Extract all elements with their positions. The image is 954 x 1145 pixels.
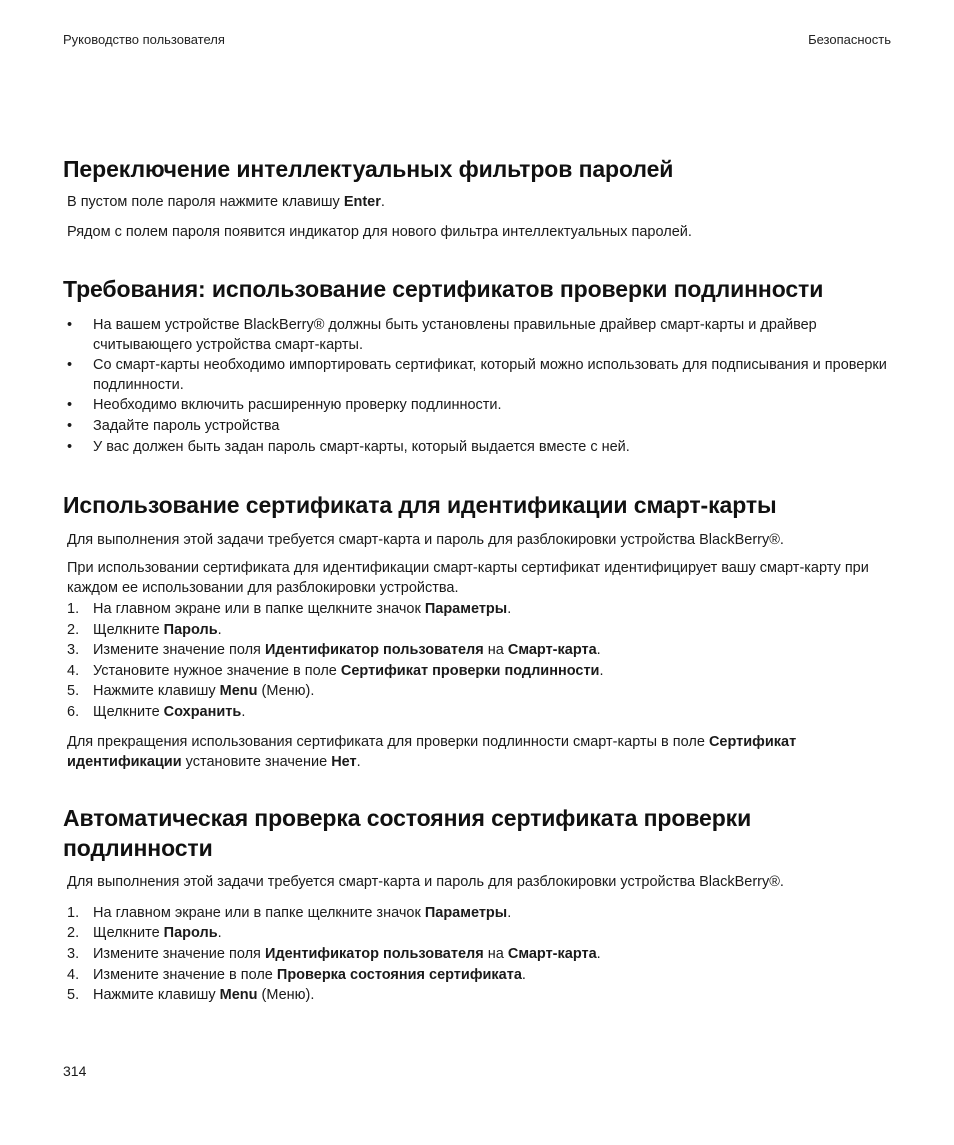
step-item: 5. Нажмите клавишу Menu (Меню).	[67, 987, 315, 1003]
step-item: 4. Измените значение в поле Проверка состояния сертификата.	[67, 967, 526, 983]
bullet: •	[67, 418, 73, 434]
step-item: 2. Щелкните Пароль.	[67, 622, 222, 638]
running-header-section: Безопасность	[808, 32, 891, 47]
paragraph-certificate-usage: При использовании сертификата для идентификации смарт-карты сертификат идентифицирует вашу смарт-карту при каждом ее использовании для разблокировки устройства.	[67, 560, 869, 596]
paragraph-stop-using: Для прекращения использования сертификата для проверки подлинности смарт-карты в поле Сертификат идентификации установите значение Нет.	[67, 734, 797, 770]
running-header-title: Руководство пользователя	[63, 32, 225, 47]
step-item: 3. Измените значение поля Идентификатор пользователя на Смарт-карта.	[67, 642, 601, 658]
list-item: • Задайте пароль устройства	[67, 417, 892, 437]
step-item: 4. Установите нужное значение в поле Сертификат проверки подлинности.	[67, 663, 604, 679]
step-item: 5. Нажмите клавишу Menu (Меню).	[67, 683, 315, 699]
step-item: 1. На главном экране или в папке щелкните значок Параметры.	[67, 601, 512, 617]
step-item: 3. Измените значение поля Идентификатор пользователя на Смарт-карта.	[67, 946, 601, 962]
paragraph-indicator: Рядом с полем пароля появится индикатор для нового фильтра интеллектуальных паролей.	[67, 224, 692, 240]
bullet: •	[67, 397, 73, 413]
list-item: • У вас должен быть задан пароль смарт-карты, который выдается вместе с ней.	[67, 438, 892, 458]
heading-requirements: Требования: использование сертификатов проверки подлинности	[63, 276, 824, 302]
list-item: • На вашем устройстве BlackBerry® должны быть установлены правильные драйвер смарт-карты и драйвер считывающего устройства смарт-карты.	[67, 317, 817, 353]
bullet: •	[67, 317, 73, 333]
paragraph-task-requires: Для выполнения этой задачи требуется смарт-карта и пароль для разблокировки устройства BlackBerry®.	[67, 874, 784, 890]
heading-auto-status-check: Автоматическая проверка состояния сертификата проверки подлинности	[63, 805, 752, 861]
heading-smart-card-certificate: Использование сертификата для идентификации смарт-карты	[63, 492, 777, 518]
heading-smart-password-filters: Переключение интеллектуальных фильтров паролей	[63, 156, 674, 182]
step-item: 2. Щелкните Пароль.	[67, 925, 222, 941]
list-item: • Необходимо включить расширенную проверку подлинности.	[67, 396, 892, 416]
page-number: 314	[63, 1063, 87, 1079]
step-item: 1. На главном экране или в папке щелкните значок Параметры.	[67, 905, 512, 921]
bullet: •	[67, 357, 73, 373]
bullet: •	[67, 439, 73, 455]
paragraph-task-requires: Для выполнения этой задачи требуется смарт-карта и пароль для разблокировки устройства BlackBerry®.	[67, 532, 784, 548]
step-item: 6. Щелкните Сохранить.	[67, 704, 246, 720]
key-enter: Enter	[343, 194, 381, 210]
paragraph-press-enter: В пустом поле пароля нажмите клавишу Enter.	[67, 194, 385, 210]
list-item: • Со смарт-карты необходимо импортировать сертификат, который можно использовать для подписывания и проверки подлинности.	[67, 357, 887, 393]
